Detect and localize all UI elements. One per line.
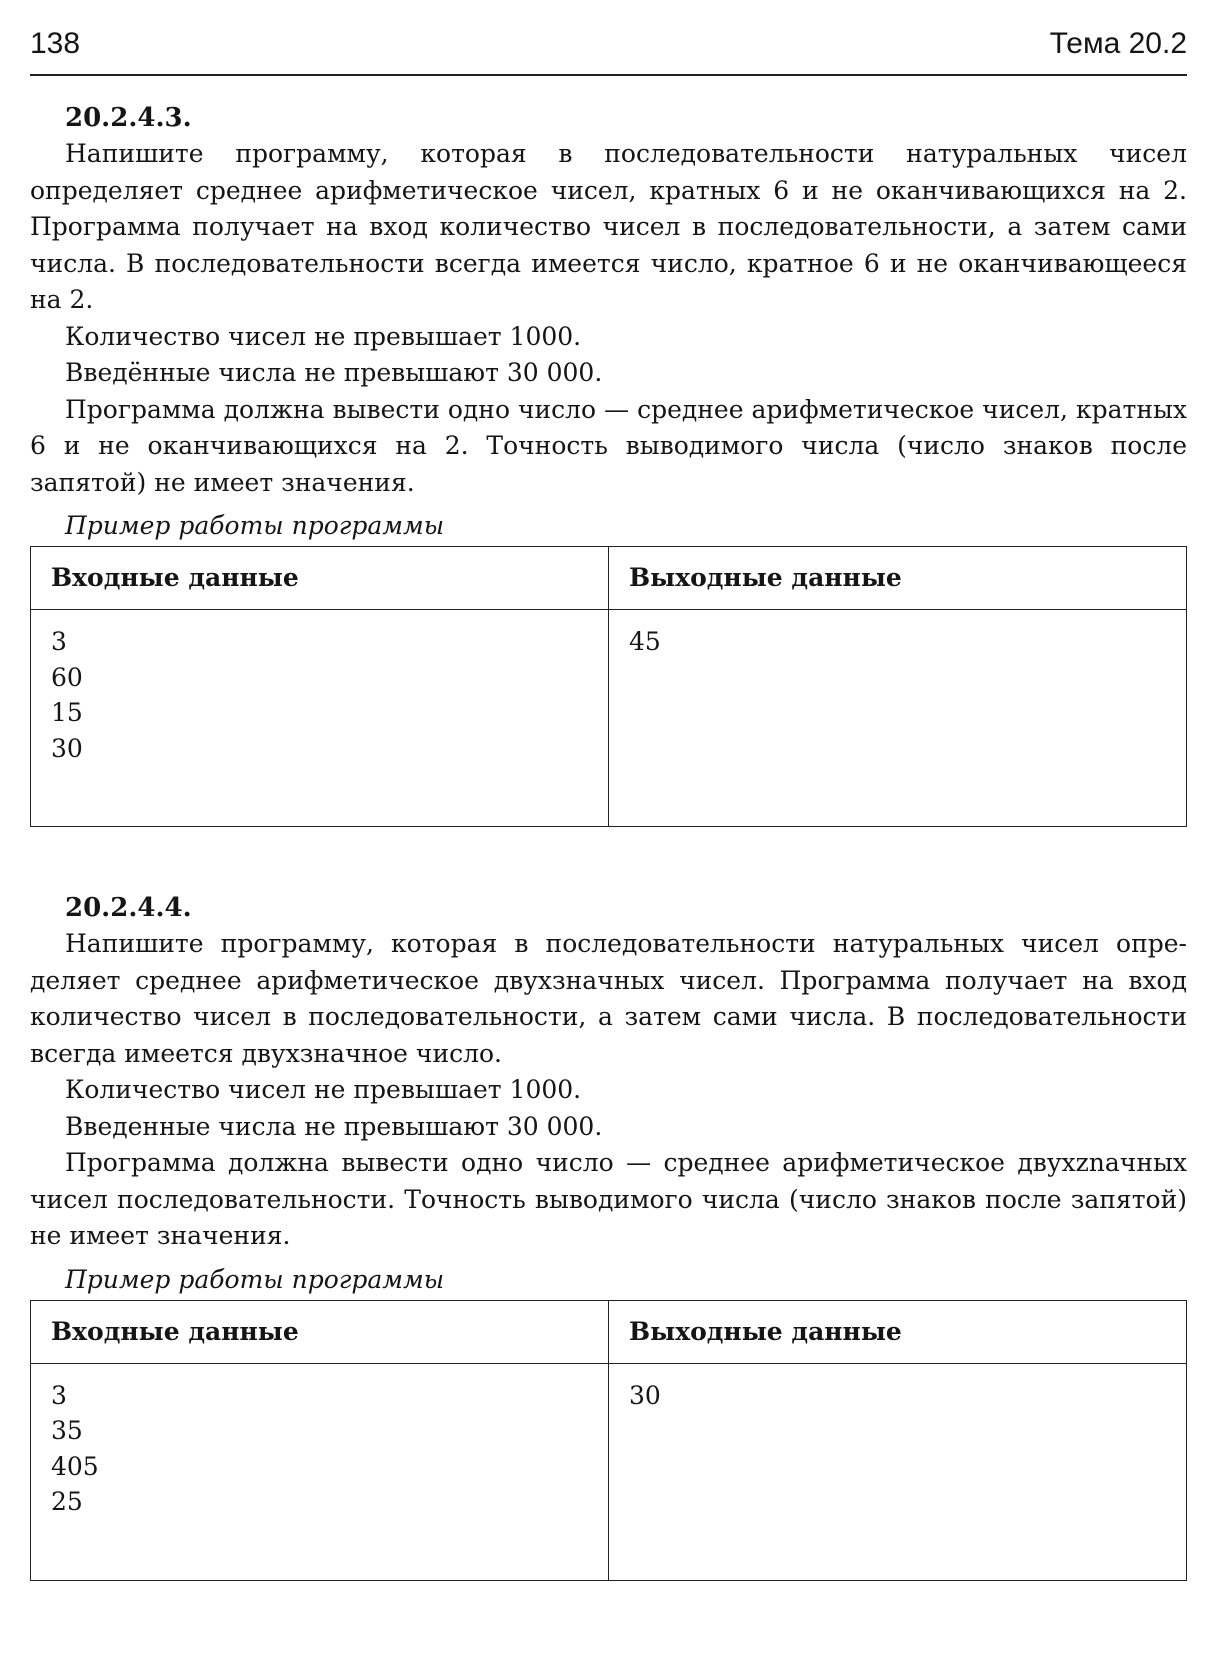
task-constraint-values: Введённые числа не превышают 30 000.: [65, 358, 603, 387]
page-number: 138: [30, 27, 81, 60]
example-table: [30, 546, 1187, 827]
input-cell: [31, 610, 609, 827]
example-table: [30, 1300, 1187, 1581]
input-line: 30: [51, 733, 83, 763]
task-constraint-count: Количество чисел не превышает 1000.: [65, 1075, 582, 1104]
output-line: 30: [629, 1380, 661, 1410]
input-header: Входные данные: [31, 1300, 609, 1363]
task-20-2-4-4: [30, 886, 1187, 1581]
task-output-description: Программа должна вывести одно число — среднее арифметическое двухznачных чисел последовательности. Точность выводимого числа (число знаков после запятой) не имеет значения.: [30, 1148, 1187, 1250]
example-caption: Пример работы программы: [65, 1264, 445, 1294]
task-output-description: Программа должна вывести одно число — среднее арифметическое чисел, кратных 6 и не оканчивающихся на 2. Точность выводимого числа (число знаков после запятой) не имеет значения.: [30, 394, 1187, 497]
input-header: Входные данные: [31, 547, 609, 610]
input-line: 60: [51, 662, 83, 692]
output-header: Выходные данные: [609, 547, 1187, 610]
input-line: 3: [51, 627, 67, 656]
theme-title: Тема 20.2: [1049, 27, 1187, 60]
task-description: Напишите программу, которая в последовательности натуральных чисел определяет среднее арифметическое двухзначных чисел. Программа получает на вход количество чисел в последовательности, а затем сами числа. В последовательности всегда имеется двухзначное число.: [30, 929, 1187, 1068]
output-cell: [609, 610, 1187, 827]
input-cell: [31, 1363, 609, 1580]
output-line: 45: [629, 627, 661, 656]
input-line: 25: [51, 1487, 83, 1516]
task-20-2-4-3: [30, 96, 1187, 827]
input-line: 35: [51, 1416, 83, 1445]
task-description: Напишите программу, которая в последовательности натуральных чисел определяет среднее арифметическое чисел, кратных 6 и не оканчивающихся на 2. Программа получает на вход количество чисел в последовательности, а затем сами числа. В последовательности всегда имеется число, кратное 6 и не оканчивающееся на 2.: [30, 139, 1187, 314]
task-number: 20.2.4.3.: [65, 103, 192, 133]
example-caption: Пример работы программы: [65, 511, 445, 540]
page-header: [30, 22, 1187, 76]
task-constraint-values: Введенные числа не превышают 30 000.: [65, 1111, 603, 1141]
task-number: 20.2.4.4.: [65, 893, 192, 923]
task-constraint-count: Количество чисел не превышает 1000.: [65, 321, 582, 351]
input-line: 3: [51, 1380, 67, 1410]
output-cell: [609, 1363, 1187, 1580]
input-line: 15: [51, 698, 83, 727]
output-header: Выходные данные: [609, 1300, 1187, 1363]
input-line: 405: [51, 1451, 99, 1481]
